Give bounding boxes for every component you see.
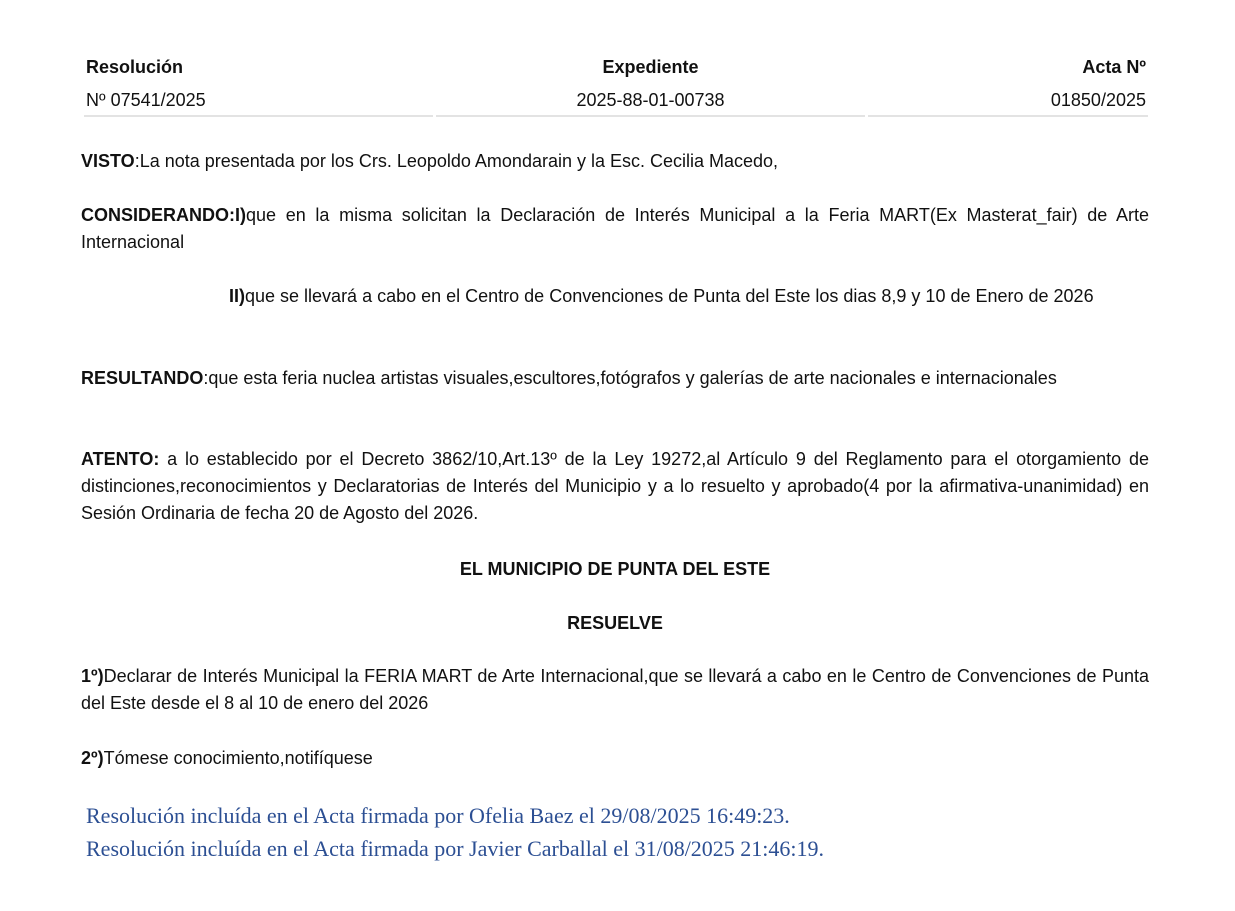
expediente-column — [436, 55, 865, 117]
expediente-label: Expediente — [602, 57, 699, 77]
signature-line-1: Resolución incluída en el Acta firmada por Ofelia Baez el 29/08/2025 16:49:23. — [86, 803, 790, 828]
resolucion-column — [84, 55, 433, 117]
resultando-label: RESULTANDO — [81, 368, 204, 388]
signature-line-2: Resolución incluída en el Acta firmada por Javier Carballal el 31/08/2025 21:46:19. — [86, 836, 825, 861]
resolucion-value: Nº 07541/2025 — [86, 90, 206, 110]
item-2-label: 2º) — [81, 748, 104, 768]
visto-paragraph — [81, 148, 1149, 175]
document-header — [84, 55, 1148, 117]
expediente-value: 2025-88-01-00738 — [576, 90, 725, 110]
atento-text: a lo establecido por el Decreto 3862/10,Art.13º de la Ley 19272,al Artículo 9 del Reglamento para el otorgamiento de distinciones,reconocimientos y Declaratorias de Interés del Municipio y a lo resuelto y aprobado(4 por la afirmativa-unanimidad) en Sesión Ordinaria de fecha 20 de Agosto del 2026. — [81, 449, 1149, 523]
acta-column — [868, 55, 1148, 117]
considerando-paragraph — [81, 202, 1149, 256]
item-1-text: Declarar de Interés Municipal la FERIA MART de Arte Internacional,que se llevará a cabo en le Centro de Convenciones de Punta del Este desde el 8 al 10 de enero del 2026 — [81, 666, 1149, 713]
municipio-heading: EL MUNICIPIO DE PUNTA DEL ESTE — [459, 559, 771, 579]
resolucion-label: Resolución — [86, 57, 184, 77]
resolution-item-1 — [81, 663, 1149, 717]
item-1-label: 1º) — [81, 666, 104, 686]
considerando-label: CONSIDERANDO:I) — [81, 205, 246, 225]
acta-underline — [868, 115, 1148, 117]
resultando-text: :que esta feria nuclea artistas visuales,escultores,fotógrafos y galerías de arte nacionales e internacionales — [203, 368, 1057, 388]
resolucion-underline — [84, 115, 433, 117]
visto-text: :La nota presentada por los Crs. Leopoldo Amondarain y la Esc. Cecilia Macedo, — [134, 151, 779, 171]
expediente-underline — [436, 115, 865, 117]
resuelve-heading: RESUELVE — [567, 613, 663, 633]
considerando-ii-text: que se llevará a cabo en el Centro de Convenciones de Punta del Este los dias 8,9 y 10 de Enero de 2026 — [245, 286, 1094, 306]
considerando-ii-paragraph — [81, 283, 1149, 310]
resultando-paragraph — [81, 365, 1149, 392]
atento-paragraph — [81, 446, 1149, 527]
resolution-item-2 — [81, 745, 1149, 772]
acta-value: 01850/2025 — [1050, 90, 1146, 110]
visto-label: VISTO — [81, 151, 135, 171]
considerando-text: que en la misma solicitan la Declaración de Interés Municipal a la Feria MART(Ex Masterat_fair) de Arte Internacional — [81, 205, 1149, 252]
acta-label: Acta Nº — [1082, 57, 1146, 77]
item-2-text: Tómese conocimiento,notifíquese — [103, 748, 373, 768]
atento-label: ATENTO: — [81, 449, 160, 469]
considerando-ii-label: II) — [229, 286, 245, 306]
